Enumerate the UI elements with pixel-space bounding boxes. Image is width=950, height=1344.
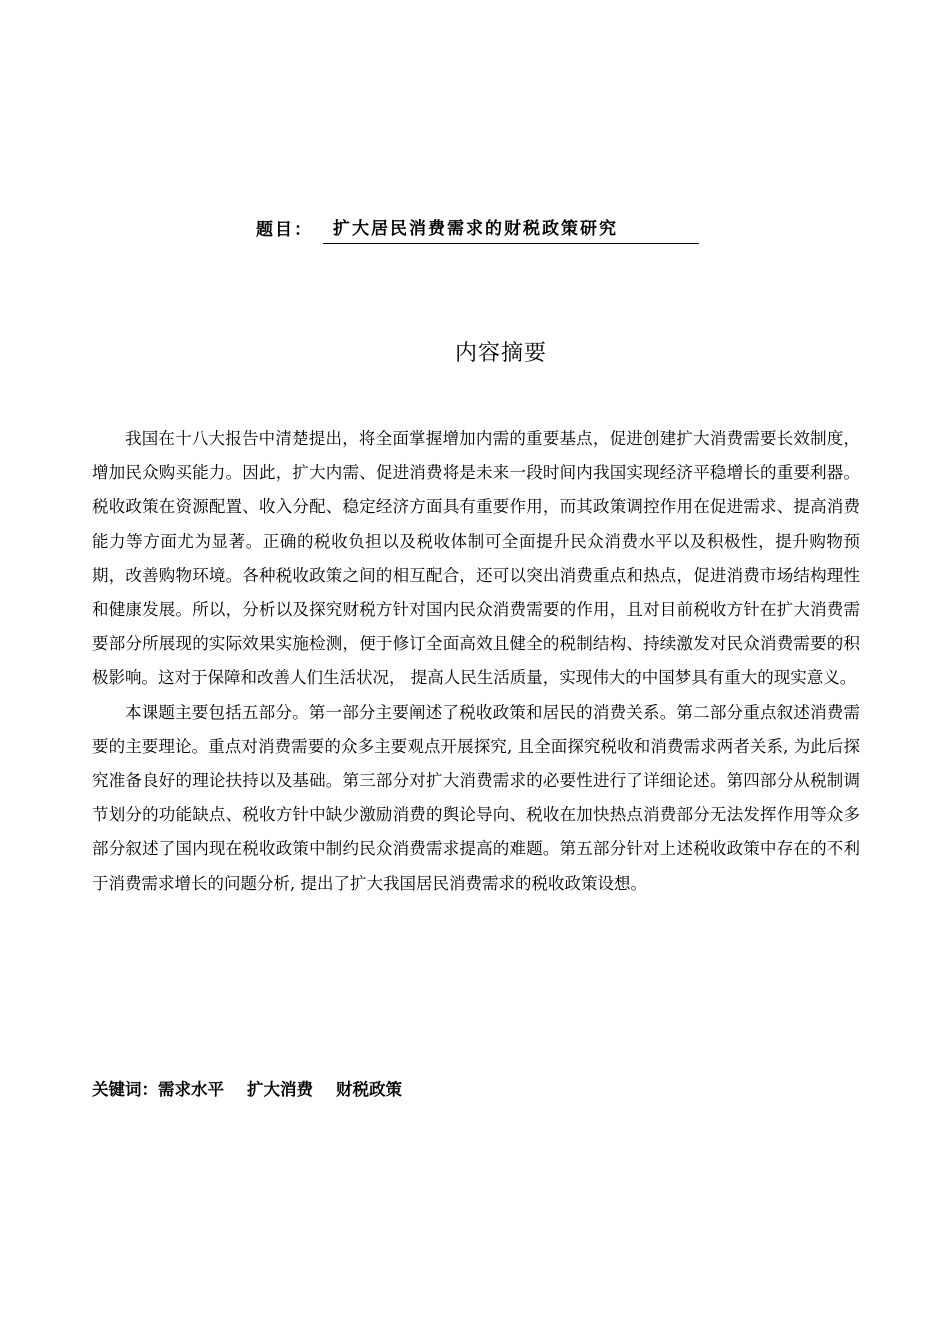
abstract-body <box>92 422 860 901</box>
thesis-title-row <box>256 216 699 244</box>
keywords-list: 需求水平 扩大消费 财税政策 <box>158 1080 402 1099</box>
keywords-label: 关键词： <box>92 1080 158 1099</box>
abstract-paragraph-1: 我国在十八大报告中清楚提出，将全面掌握增加内需的重要基点，促进创建扩大消费需要长效制度，增加民众购买能力。因此，扩大内需、促进消费将是未来一段时间内我国实现经济平稳增长的重要利器。税收政策在资源配置、收入分配、稳定经济方面具有重要作用，而其政策调控作用在促进需求、提高消费能力等方面尤为显著。正确的税收负担以及税收体制可全面提升民众消费水平以及积极性，提升购物预期，改善购物环境。各种税收政策之间的相互配合，还可以突出消费重点和热点，促进消费市场结构理性和健康发展。所以，分析以及探究财税方针对国内民众消费需要的作用，且对目前税收方针在扩大消费需要部分所展现的实际效果实施检测，便于修订全面高效且健全的税制结构、持续激发对民众消费需要的积极影响。这对于保障和改善人们生活状况， 提高人民生活质量，实现伟大的中国梦具有重大的现实意义。 <box>92 429 860 688</box>
thesis-title: 扩大居民消费需求的财税政策研究 <box>323 214 699 244</box>
keywords-line <box>92 1076 402 1100</box>
abstract-paragraph-2: 本课题主要包括五部分。第一部分主要阐述了税收政策和居民的消费关系。第二部分重点叙述消费需要的主要理论。重点对消费需要的众多主要观点开展探究, 且全面探究税收和消费需求两者关系, 为此后探究准备良好的理论扶持以及基础。第三部分对扩大消费需求的必要性进行了详细论述。第四部分从税制调节划分的功能缺点、税收方针中缺少激励消费的舆论导向、税收在加快热点消费部分无法发挥作用等众多部分叙述了国内现在税收政策中制约民众消费需求提高的难题。第五部分针对上述税收政策中存在的不利于消费需求增长的问题分析, 提出了扩大我国居民消费需求的税收政策设想。 <box>92 702 860 893</box>
abstract-heading: 内容摘要 <box>454 341 547 366</box>
title-label: 题目： <box>256 220 313 240</box>
